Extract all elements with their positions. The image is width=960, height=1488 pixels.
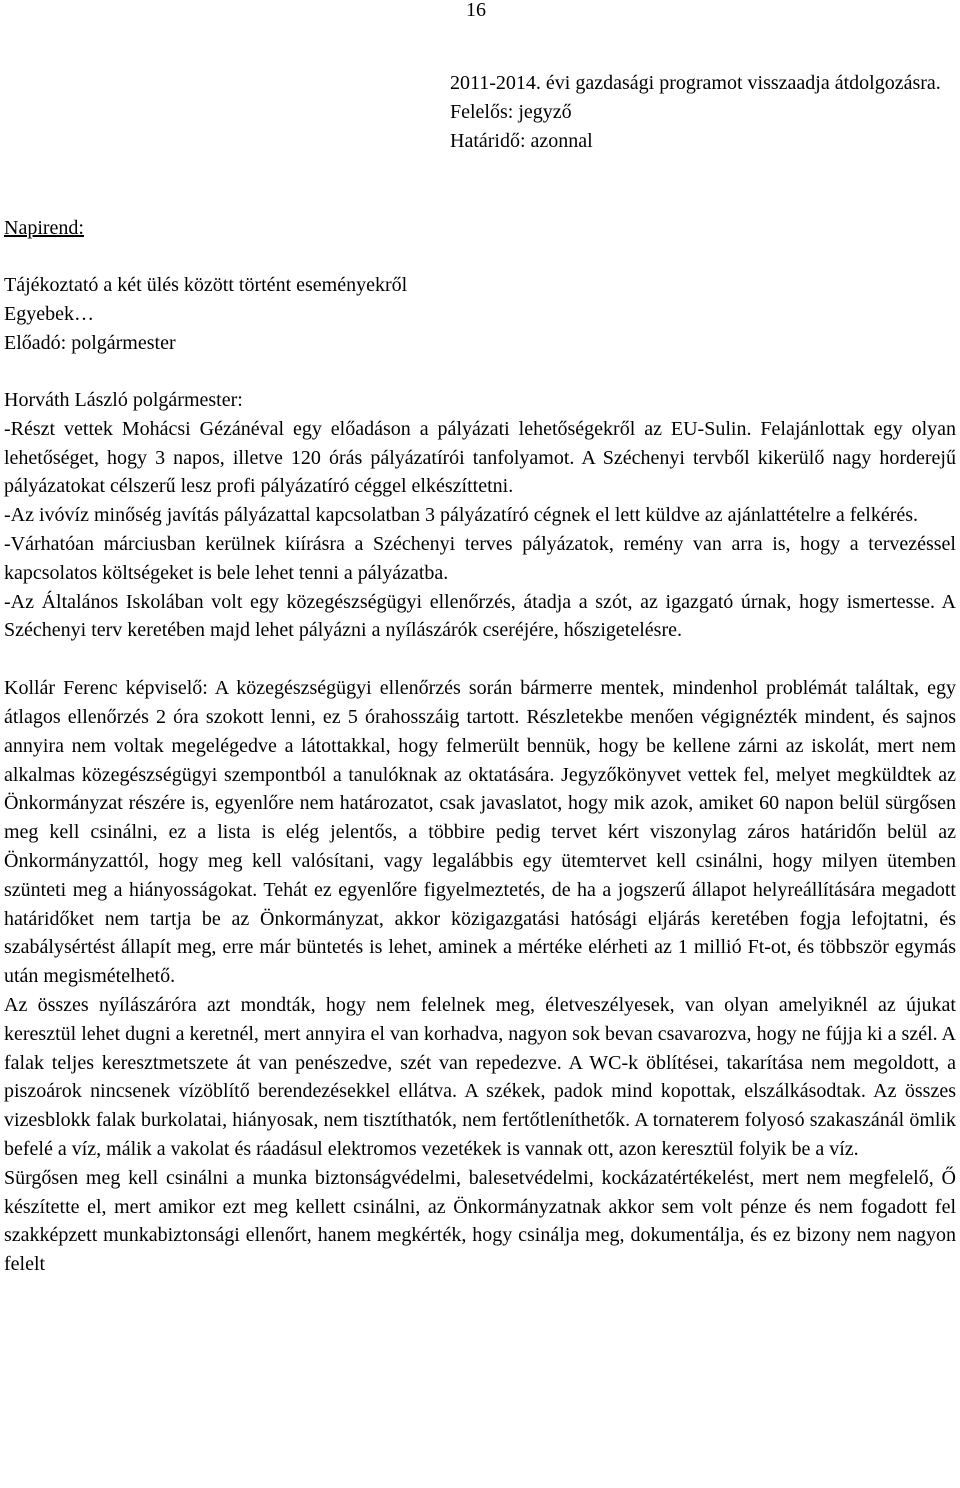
report-paragraph: -Az ivóvíz minőség javítás pályázattal kapcsolatban 3 pályázatíró cégnek el lett küldve az ajánlattételre a felkérés. [4,504,919,527]
kollar-paragraph: Sürgősen meg kell csinálni a munka biztonságvédelmi, balesetvédelmi, kockázatértékelést, mert nem megfelelő, Ő készítette el, mert amikor ezt meg kellett csinálni, az Önkormányzatnak akkor sem volt pénze és nem fogadott fel szakképzett munkabiztonsági ellenőrt, hanem megkérték, hogy csinálja meg, dokumentálja, és ez bizony nem nagyon felelt [4,1166,956,1276]
minutes-body [4,386,956,1279]
agenda-heading: Napirend: [4,217,84,239]
report-paragraph: -Az Általános Iskolában volt egy közegészségügyi ellenőrzés, átadja a szót, az igazgató úrnak, hogy ismertesse. A Széchenyi terv keretében majd lehet pályázni a nyílászárók cseréjére, hőszigetelésre. [4,590,956,642]
resolution-text: 2011-2014. évi gazdasági programot visszaadja átdolgozásra. [450,72,941,94]
agenda-item: Tájékoztató a két ülés között történt eseményekről [4,274,408,296]
speaker-heading: Horváth László polgármester: [4,389,243,411]
agenda-list [4,271,407,357]
resolution-deadline: Határidő: azonnal [450,129,593,152]
report-paragraph: -Várhatóan márciusban kerülnek kiírásra a Széchenyi terves pályázatok, remény van arra is, hogy a tervezéssel kapcsolatos költségeket is bele lehet tenni a pályázatba. [4,532,956,584]
resolution-responsible: Felelős: jegyző [450,100,572,123]
kollar-paragraph: Kollár Ferenc képviselő: A közegészségügyi ellenőrzés során bármerre mentek, mindenhol problémát találtak, egy átlagos ellenőrzés 2 óra szokott lenni, ez 5 órahosszáig tartott. Részletekbe menően végignézték mindent, és sajnos annyira nem voltak megelégedve a látottakkal, hogy felmerült bennük, hogy be kellene zárni az iskolát, mert nem alkalmas közegészségügyi szempontból a tanulóknak az oktatására. Jegyzőkönyvet vettek fel, melyet megküldtek az Önkormányzat részére is, egyenlőre nem határozatot, csak javaslatot, hogy mik azok, amiket 60 napon belül sürgősen meg kell csinálni, ez a lista is elég jelentős, a többire pedig tervet kért viszonylag záros határidőn belül az Önkormányzattól, hogy meg kell valósítani, vagy legalábbis egy ütemtervet kell csinálni, hogy milyen ütemben szünteti meg a hiányosságokat. Tehát ez egyenlőre figyelmeztetés, de ha a jogszerű állapot helyreállítására megadott határidőket nem tartja be az Önkormányzat, akkor közigazgatási hatósági eljárás keretében fogja lefojtatni, és szabálysértést állapít meg, erre már büntetés is lehet, aminek a mértéke elérheti az 1 millió Ft-ot, és többször egymás után megismételhető. [4,677,956,988]
page-number: 16 [466,0,486,21]
agenda-presenter: Előadó: polgármester [4,331,176,354]
agenda-item: Egyebek… [4,302,94,325]
kollar-paragraph: Az összes nyílászáróra azt mondták, hogy nem felelnek meg, életveszélyesek, van olyan amelyiknél az újukat keresztül lehet dugni a keretnél, mert annyira el van korhadva, nagyon sok bevan csavarozva, hogy ne fújja ki a szél. A falak teljes keresztmetszete át van penészedve, szét van repedezve. A WC-k öblítései, takarítása nem megoldott, a piszoárok nincsenek vízöblítő berendezésekkel ellátva. A székek, padok mind kopottak, elszálkásodtak. Az összes vizesblokk falak burkolatai, hiányosak, nem tisztíthatók, nem fertőtleníthetők. A tornaterem folyosó szakaszánál ömlik befelé a víz, málik a vakolat és ráadásul elektromos vezetékek is vannak ott, azon keresztül folyik be a víz. [4,993,956,1160]
paragraph-spacer [4,645,956,674]
report-paragraph: -Részt vettek Mohácsi Gézánéval egy előadáson a pályázati lehetőségekről az EU-Sulin. Felajánlottak egy olyan lehetőséget, hogy 3 napos, illetve 120 órás pályázatírói tanfolyamot. A Széchenyi tervből kikerülő nagy horderejű pályázatokat célszerű lesz profi pályázatíró céggel elkészíttetni. [4,417,956,498]
resolution-block [450,69,956,155]
